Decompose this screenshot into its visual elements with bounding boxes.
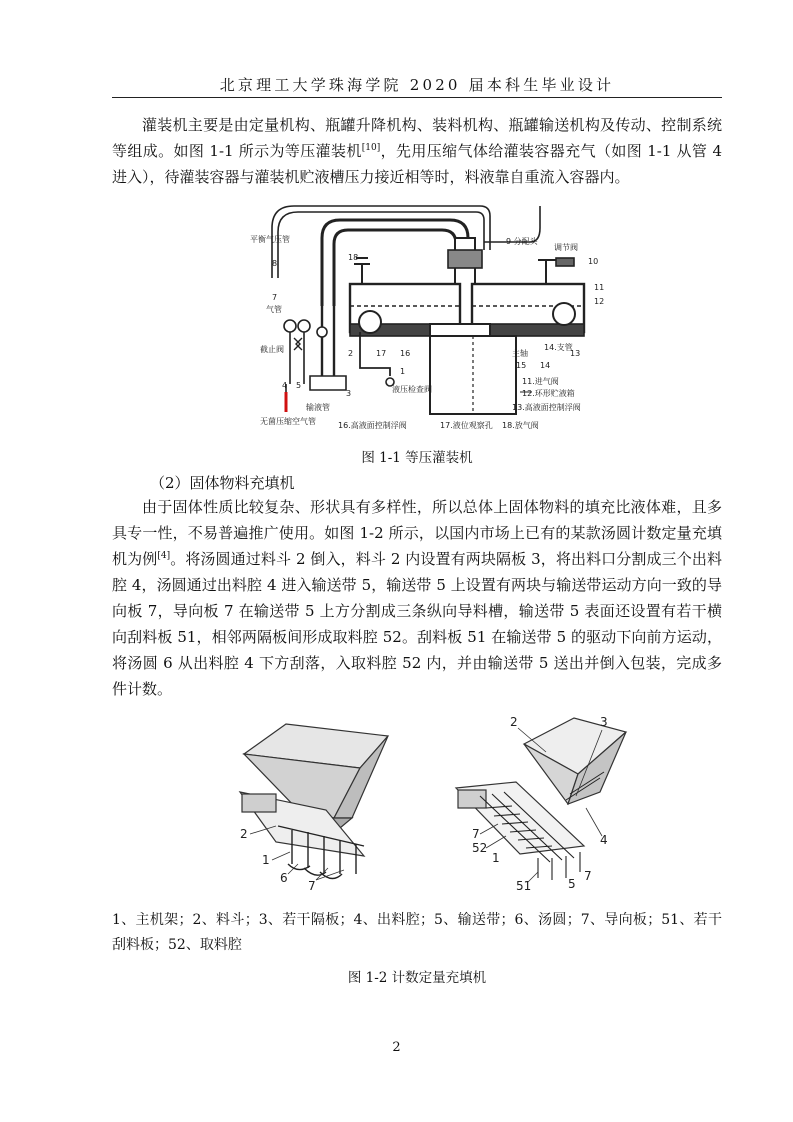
label-l11: 11.进气阀 [522, 377, 559, 386]
label-2: 2 [348, 349, 354, 358]
label-4: 4 [282, 381, 288, 390]
label-10: 10 [588, 257, 599, 266]
label-5: 5 [296, 381, 302, 390]
citation-4: [4] [157, 551, 171, 561]
fig2-left-label-2: 2 [240, 827, 248, 841]
label-12: 12 [594, 297, 605, 306]
fig2-right-label-52: 52 [472, 841, 488, 855]
fig2-right-label-1: 1 [492, 851, 500, 865]
label-7: 7 [272, 293, 278, 302]
label-18: 18 [348, 253, 359, 262]
fig2-left-label-1: 1 [262, 853, 270, 867]
label-l17: 17.液位观察孔 [440, 421, 493, 430]
fig2-left-label-6: 6 [280, 871, 288, 885]
figure-1-1-caption: 图 1-1 等压灌装机 [361, 450, 473, 466]
label-l16: 16.高液面控制浮阀 [338, 421, 407, 430]
figure-1-2-right-exploded-view [450, 712, 630, 894]
label-17: 17 [376, 349, 387, 358]
para2-text-b: 。将汤圆通过料斗 2 倒入，料斗 2 内设置有两块隔板 3，将出料口分割成三个出料腔 4，汤圆通过出料腔 4 进入输送带 5，输送带 5 上设置有两块与输送带运动方向一致的导向板 7，导向板 7 在输送带 5 上方分割成三条纵向导料槽，输送带 5 表面还设置有若干横向刮料板 51，相邻两隔板间形成取料腔 52。刮料板 51 在输送带 5 的驱动下向前方运动，将汤圆 6 从出料腔 4 下方刮落，入取料腔 52 内，并由输送带 5 送出并倒入包装，完成多件计数。 [112, 550, 722, 698]
label-l12: 12.环形贮液箱 [522, 389, 575, 398]
figure-1-2-left-assembled-view [232, 714, 392, 896]
label-11: 11 [594, 283, 605, 292]
label-check-valve: 液压检查阀 [392, 385, 432, 394]
paragraph-2 [112, 494, 722, 702]
paragraph-1 [112, 112, 722, 190]
label-3: 3 [346, 389, 352, 398]
label-infusion-pipe: 输液管 [306, 403, 330, 412]
label-13: 13 [570, 349, 581, 358]
fig2-right-label-2: 2 [510, 715, 518, 729]
citation-10: [10] [361, 143, 381, 153]
label-balance-pipe: 平衡气压管 [250, 235, 290, 244]
label-sterile-air: 无菌压缩空气管 [260, 417, 316, 426]
fig2-right-label-4: 4 [600, 833, 608, 847]
label-9-distributor: 9 分配头 [506, 237, 538, 246]
para1-text-b: ，先用压缩气体给灌装容器充气（如图 1-1 从管 4 进入），待灌装容器与灌装机贮液槽压力接近相等时，料液靠自重流入容器内。 [112, 142, 722, 186]
fig2-right-label-3: 3 [600, 715, 608, 729]
figure-1-1-isobaric-filler [250, 198, 620, 434]
header-rule [112, 97, 722, 98]
section-heading-solid-filler: （2）固体物料充填机 [150, 474, 295, 492]
label-l18: 18.放气阀 [502, 421, 539, 430]
label-reg-valve: 调节阀 [554, 243, 578, 252]
para2-text-a: 由于固体性质比较复杂、形状具有多样性，所以总体上固体物料的填充比液体难，且多具专一性，不易普遍推广使用。如图 1-2 所示，以国内市场上已有的某款汤圆计数定量充填机为例 [112, 498, 722, 568]
label-spindle: 主轴 [512, 349, 528, 358]
figure-1-2-legend: 1、主机架；2、料斗；3、若干隔板；4、出料腔；5、输送带；6、汤圆；7、导向板；51、若干刮料板；52、取料腔 [112, 912, 722, 953]
label-16: 16 [400, 349, 411, 358]
label-15: 15 [516, 361, 527, 370]
figure-1-2-caption: 图 1-2 计数定量充填机 [347, 970, 487, 986]
fig2-left-label-7: 7 [308, 879, 316, 893]
label-8: 8 [272, 259, 278, 268]
fig2-right-label-7b: 7 [584, 869, 592, 883]
label-gas-pipe: 气管 [266, 305, 282, 314]
label-branch: 14.支管 [544, 343, 573, 352]
label-l13: 13.高液面控制浮阀 [512, 403, 581, 412]
fig2-right-label-7: 7 [472, 827, 480, 841]
label-1: 1 [400, 367, 406, 376]
page-number: 2 [392, 1040, 401, 1055]
page-header: 北京理工大学珠海学院 2020 届本科生毕业设计 [219, 76, 615, 94]
label-14: 14 [540, 361, 551, 370]
fig2-right-label-51: 51 [516, 879, 532, 893]
fig2-right-label-5: 5 [568, 877, 576, 891]
para1-text-a: 灌装机主要是由定量机构、瓶罐升降机构、装料机构、瓶罐输送机构及传动、控制系统等组成。如图 1-1 所示为等压灌装机 [112, 116, 722, 160]
label-stop-valve: 截止阀 [260, 345, 284, 354]
